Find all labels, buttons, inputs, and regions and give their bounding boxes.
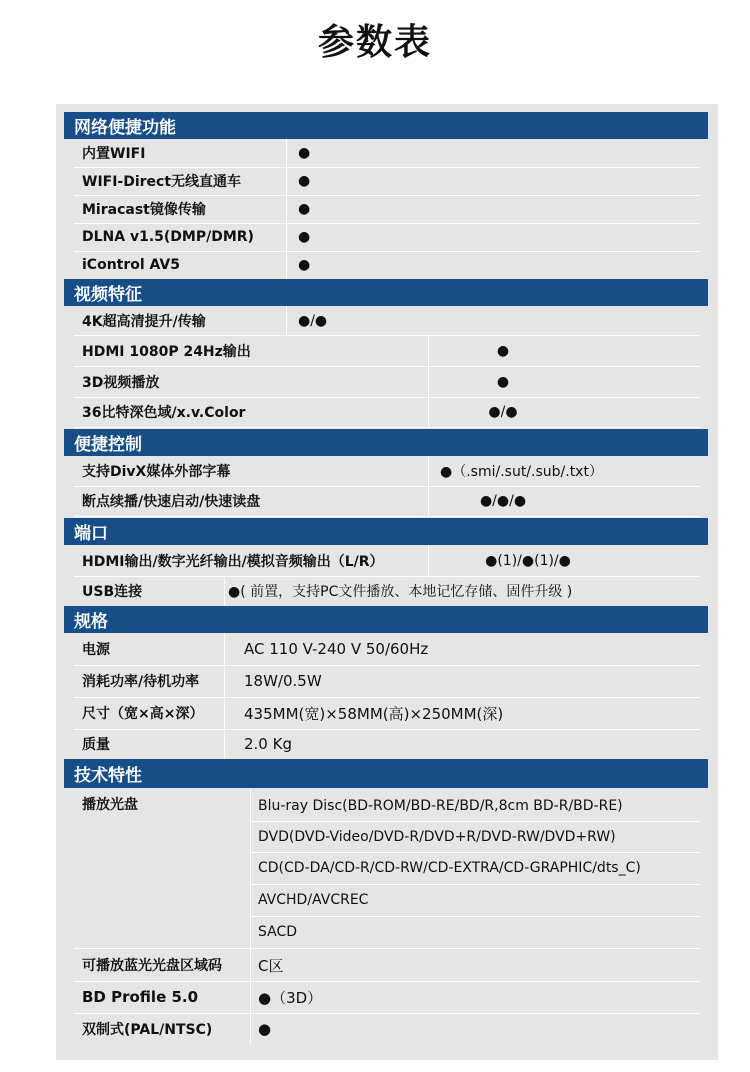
table-row xyxy=(74,195,700,224)
disc-format-text: AVCHD/AVCREC xyxy=(258,892,369,908)
row-value: ● xyxy=(496,342,510,359)
row-label: 3D视频播放 xyxy=(82,374,160,391)
row-label: WIFI-Direct无线直通车 xyxy=(82,174,242,190)
table-row xyxy=(74,486,700,517)
table-row xyxy=(74,251,700,280)
column-divider xyxy=(224,633,225,759)
table-row xyxy=(74,949,700,982)
disc-format-block xyxy=(74,790,700,948)
section-header-ports: 端口 xyxy=(64,518,708,545)
row-label: Miracast镜像传输 xyxy=(82,202,206,218)
table-row xyxy=(74,456,700,487)
table-row xyxy=(74,306,700,336)
row-value: AC 110 V-240 V 50/60Hz xyxy=(244,640,429,658)
row-value: 435MM(宽)×58MM(高)×250MM(深) xyxy=(244,704,504,723)
row-value: ● xyxy=(258,1020,272,1038)
column-divider xyxy=(250,790,251,948)
row-label: 可播放蓝光光盘区域码 xyxy=(82,958,222,974)
section-header-network: 网络便捷功能 xyxy=(64,112,708,139)
row-value: ●/● xyxy=(488,404,518,420)
disc-format-text: SACD xyxy=(258,924,298,940)
row-label: USB连接 xyxy=(82,584,143,600)
row-label: 尺寸（宽×高×深） xyxy=(82,706,204,722)
table-row xyxy=(74,397,700,428)
row-value: ●（.smi/.sut/.sub/.txt） xyxy=(440,464,603,480)
row-value: ● xyxy=(298,229,311,245)
row-label: HDMI 1080P 24Hz输出 xyxy=(82,343,251,360)
page-title: 参数表 xyxy=(317,22,432,63)
section-header-control: 便捷控制 xyxy=(64,429,708,456)
disc-format-item xyxy=(250,821,700,853)
disc-format-text: Blu-ray Disc(BD-ROM/BD-RE/BD/R,8cm BD-R/BD-RE) xyxy=(258,797,623,814)
table-row xyxy=(74,167,700,196)
table-row xyxy=(74,729,700,760)
row-label: DLNA v1.5(DMP/DMR) xyxy=(82,229,254,245)
table-row xyxy=(74,335,700,367)
column-divider xyxy=(428,456,429,516)
table-row xyxy=(74,366,700,398)
table-row xyxy=(74,545,700,577)
row-label: 电源 xyxy=(82,642,110,658)
row-label: 支持DivX媒体外部字幕 xyxy=(82,464,231,480)
disc-format-item xyxy=(250,790,700,822)
column-divider xyxy=(224,576,225,606)
row-label: 36比特深色域/x.v.Color xyxy=(82,405,246,421)
table-row xyxy=(74,697,700,730)
table-row xyxy=(74,981,700,1014)
column-divider xyxy=(250,949,251,1045)
row-value: ● xyxy=(298,173,311,189)
row-label: 断点续播/快速启动/快速读盘 xyxy=(82,494,261,510)
row-value: ●/● xyxy=(298,312,328,329)
column-divider xyxy=(428,335,429,427)
row-value: ● xyxy=(298,145,311,161)
table-row xyxy=(74,576,700,607)
row-label: 4K超高清提升/传输 xyxy=(82,313,206,330)
row-value: ● xyxy=(496,373,510,390)
row-value: ●(1)/●(1)/● xyxy=(485,552,571,569)
table-row xyxy=(74,223,700,252)
row-value: ●/●/● xyxy=(479,493,527,509)
row-value: 18W/0.5W xyxy=(244,672,322,690)
disc-format-text: CD(CD-DA/CD-R/CD-RW/CD-EXTRA/CD-GRAPHIC/dts_C) xyxy=(258,860,641,876)
row-value: C区 xyxy=(258,956,284,975)
row-value: ● xyxy=(298,201,311,217)
column-divider xyxy=(428,545,429,576)
disc-label: 播放光盘 xyxy=(82,797,138,813)
table-row xyxy=(74,1013,700,1045)
section-header-tech: 技术特性 xyxy=(64,759,708,788)
row-label: iControl AV5 xyxy=(82,257,181,273)
disc-format-item xyxy=(250,884,700,917)
column-divider xyxy=(286,139,287,279)
row-value: ● xyxy=(298,257,311,273)
row-label: HDMI输出/数字光纤输出/模拟音频输出（L/R） xyxy=(82,553,384,570)
column-divider xyxy=(286,306,287,335)
section-header-video: 视频特征 xyxy=(64,279,708,306)
row-value: 2.0 Kg xyxy=(244,735,292,753)
section-header-spec: 规格 xyxy=(64,606,708,633)
table-row xyxy=(74,139,700,168)
disc-format-text: DVD(DVD-Video/DVD-R/DVD+R/DVD-RW/DVD+RW) xyxy=(258,828,616,845)
row-value: ●( 前置，支持PC文件播放、本地记忆存储、固件升级 ) xyxy=(228,584,573,600)
disc-format-item xyxy=(250,852,700,885)
table-row xyxy=(74,633,700,666)
table-row xyxy=(74,665,700,698)
row-label: 消耗功率/待机功率 xyxy=(82,674,200,690)
row-label: 双制式(PAL/NTSC) xyxy=(82,1022,213,1038)
row-label: 内置WIFI xyxy=(82,146,146,162)
row-label: 质量 xyxy=(82,737,110,753)
disc-format-item xyxy=(250,916,700,948)
row-value: ●（3D） xyxy=(258,988,323,1007)
row-label: BD Profile 5.0 xyxy=(82,988,199,1006)
